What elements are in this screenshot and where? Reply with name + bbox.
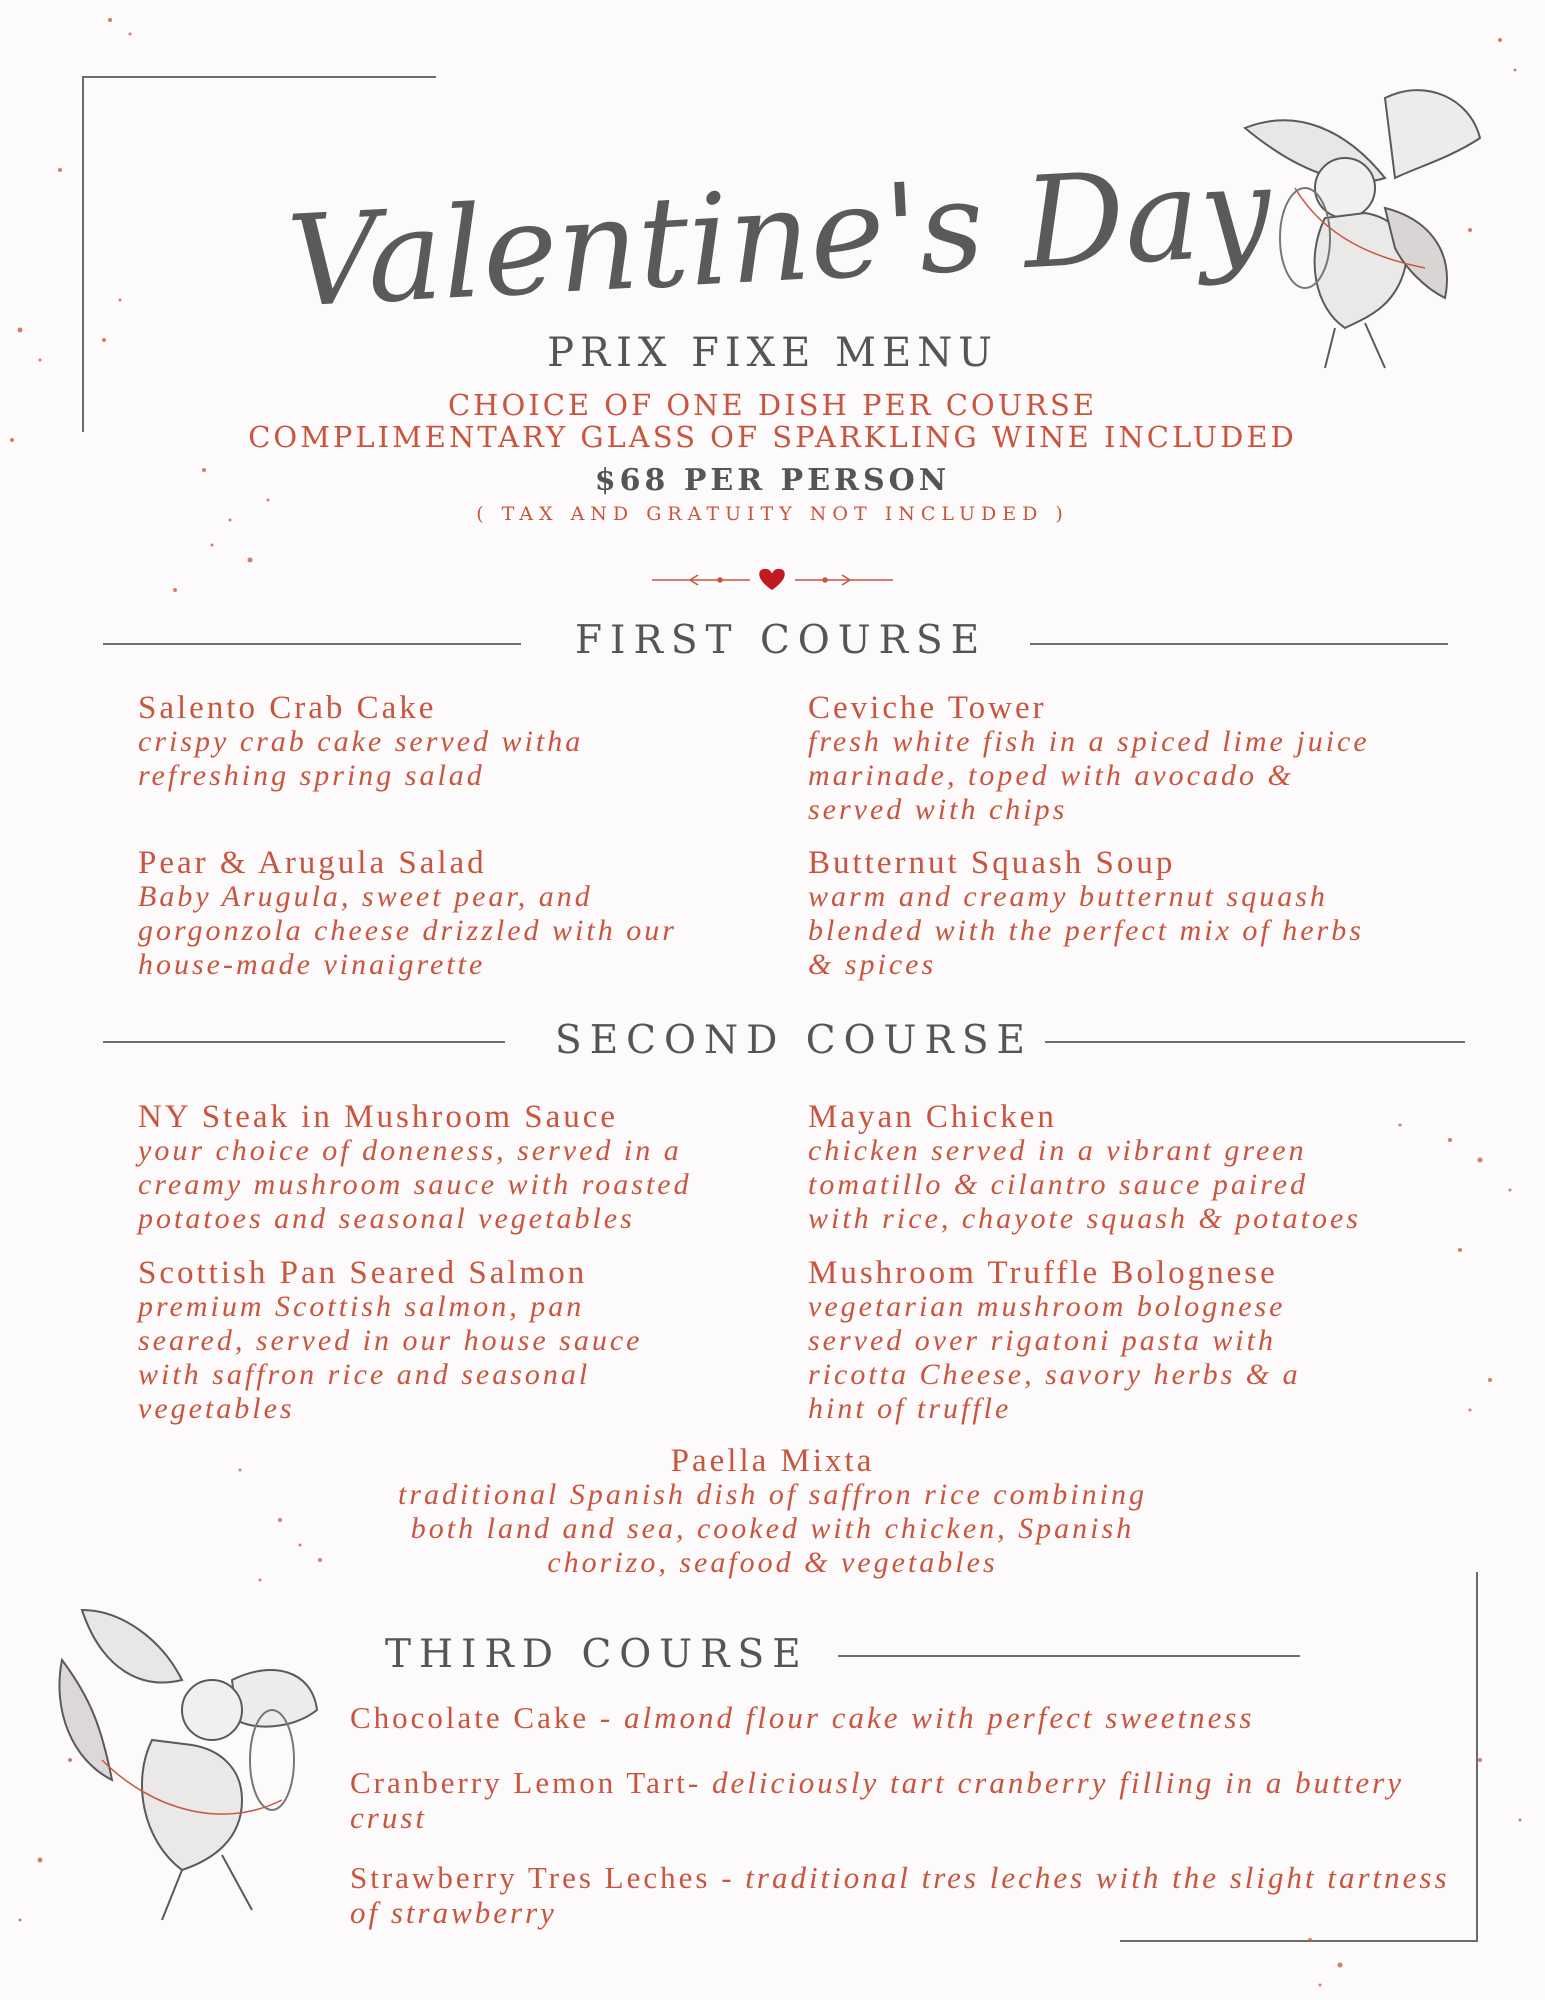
dish-name: Pear & Arugula Salad bbox=[138, 845, 487, 881]
dish-description: chicken served in a vibrant green tomatillo & cilantro sauce paired with rice, chayote squash & potatoes bbox=[808, 1134, 1361, 1235]
dish-item bbox=[138, 846, 758, 982]
cupid-icon bbox=[42, 1600, 322, 1930]
dish-name: Mayan Chicken bbox=[808, 1099, 1057, 1135]
divider-line bbox=[838, 1655, 1300, 1657]
dish-description: premium Scottish salmon, pan seared, served in our house sauce with saffron rice and seasonal vegetables bbox=[138, 1290, 643, 1425]
dessert-name: Cranberry Lemon Tart- bbox=[350, 1765, 702, 1800]
dish-item bbox=[300, 1444, 1245, 1580]
script-title-text: Valentine's Day bbox=[284, 137, 1275, 336]
dish-name: Butternut Squash Soup bbox=[808, 845, 1176, 881]
dish-item bbox=[808, 691, 1508, 827]
script-title bbox=[284, 100, 1275, 340]
first-course-title: FIRST COURSE bbox=[575, 618, 988, 663]
heart-divider-icon bbox=[650, 566, 895, 594]
dish-name: Ceviche Tower bbox=[808, 690, 1047, 726]
dish-item bbox=[808, 1256, 1508, 1426]
dessert-name: Strawberry Tres Leches - bbox=[350, 1860, 735, 1895]
menu-subtitle: PRIX FIXE MENU bbox=[547, 330, 998, 376]
wine-note: COMPLIMENTARY GLASS OF SPARKLING WINE INCLUDED bbox=[248, 420, 1297, 454]
dish-description: vegetarian mushroom bolognese served over rigatoni pasta with ricotta Cheese, savory herbs & a hint of truffle bbox=[808, 1290, 1301, 1425]
divider-line bbox=[1045, 1041, 1465, 1043]
dish-name: Salento Crab Cake bbox=[138, 690, 437, 726]
dish-name: Scottish Pan Seared Salmon bbox=[138, 1255, 588, 1291]
dessert-name: Chocolate Cake - bbox=[350, 1700, 614, 1735]
divider-line bbox=[103, 643, 521, 645]
dish-description: warm and creamy butternut squash blended with the perfect mix of herbs & spices bbox=[808, 880, 1364, 981]
dessert-description: deliciously tart cranberry filling in a buttery crust bbox=[350, 1765, 1404, 1835]
price-text: $68 PER PERSON bbox=[594, 463, 951, 498]
dish-name: Paella Mixta bbox=[670, 1443, 875, 1479]
dish-item bbox=[808, 846, 1508, 982]
dessert-item bbox=[350, 1860, 1450, 1930]
dish-description: fresh white fish in a spiced lime juice marinade, toped with avocado & served with chips bbox=[808, 725, 1370, 826]
tax-note: ( TAX AND GRATUITY NOT INCLUDED ) bbox=[476, 503, 1069, 525]
third-course-title: THIRD COURSE bbox=[385, 1632, 809, 1677]
divider-line bbox=[1030, 643, 1448, 645]
dessert-description: traditional tres leches with the slight tartness of strawberry bbox=[350, 1860, 1450, 1930]
dish-description: crispy crab cake served witha refreshing spring salad bbox=[138, 725, 584, 792]
dish-description: your choice of doneness, served in a creamy mushroom sauce with roasted potatoes and seasonal vegetables bbox=[138, 1134, 692, 1235]
dessert-item bbox=[350, 1700, 1450, 1735]
dessert-description: almond flour cake with perfect sweetness bbox=[623, 1700, 1255, 1735]
dessert-item bbox=[350, 1765, 1450, 1835]
divider-line bbox=[103, 1041, 505, 1043]
second-course-title: SECOND COURSE bbox=[555, 1018, 1034, 1063]
dish-item bbox=[138, 1256, 778, 1426]
dish-name: NY Steak in Mushroom Sauce bbox=[138, 1099, 619, 1135]
dish-item bbox=[138, 691, 758, 793]
dish-item bbox=[808, 1100, 1508, 1236]
choice-note: CHOICE OF ONE DISH PER COURSE bbox=[447, 388, 1098, 422]
dish-description: Baby Arugula, sweet pear, and gorgonzola cheese drizzled with our house-made vinaigrette bbox=[138, 880, 677, 981]
dish-name: Mushroom Truffle Bolognese bbox=[808, 1255, 1278, 1291]
dish-description: traditional Spanish dish of saffron rice combining both land and sea, cooked with chicken, Spanish chorizo, seafood & vegetables bbox=[398, 1478, 1147, 1579]
dish-item bbox=[138, 1100, 778, 1236]
